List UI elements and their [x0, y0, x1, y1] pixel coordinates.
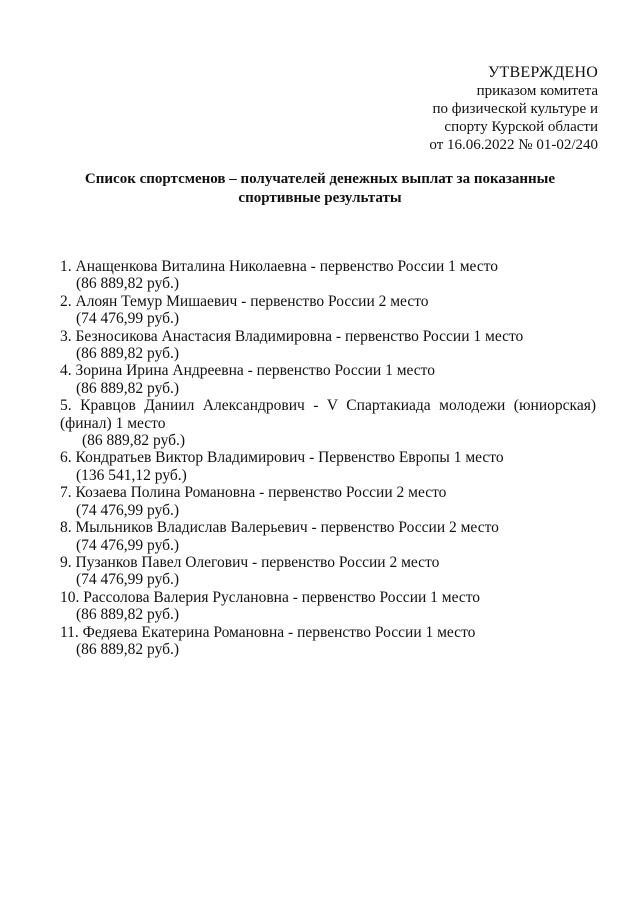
title-line: спортивные результаты: [238, 190, 402, 206]
athlete-entry: 4. Зорина Ирина Андреевна - первенство России 1 место: [60, 362, 435, 380]
list-item: [60, 519, 596, 554]
payment-amount: (86 889,82 руб.): [82, 432, 186, 450]
payment-amount: (74 476,99 руб.): [76, 501, 180, 519]
athlete-entry: 5. Кравцов Даниил Александрович - V Спартакиада молодежи (юниорская): [60, 397, 596, 415]
list-item: [60, 258, 596, 293]
list-item: [60, 589, 596, 624]
list-item: [60, 328, 596, 363]
list-item: [60, 293, 596, 328]
document-title: [0, 170, 640, 208]
athlete-entry: 6. Кондратьев Виктор Владимирович - Первенство Европы 1 место: [60, 449, 504, 467]
list-item: [60, 362, 596, 397]
athlete-entry: 3. Безносикова Анастасия Владимировна - первенство России 1 место: [60, 327, 524, 345]
list-item: [60, 397, 596, 449]
approval-line: спорту Курской области: [444, 119, 598, 135]
athlete-entry: 2. Алоян Темур Мишаевич - первенство России 2 место: [60, 292, 429, 310]
payment-amount: (74 476,99 руб.): [76, 310, 180, 328]
athlete-entry: 8. Мыльников Владислав Валерьевич - первенство России 2 место: [60, 519, 499, 537]
payment-amount: (86 889,82 руб.): [76, 345, 180, 363]
approval-date-number: от 16.06.2022 № 01-02/240: [429, 137, 598, 153]
athlete-entry: 7. Козаева Полина Романовна - первенство России 2 место: [60, 484, 447, 502]
athletes-list: [60, 258, 596, 658]
list-item: [60, 624, 596, 659]
athlete-entry: 9. Пузанков Павел Олегович - первенство России 2 место: [60, 553, 440, 571]
list-item: [60, 484, 596, 519]
approval-line: по физической культуре и: [432, 101, 598, 117]
list-item: [60, 554, 596, 589]
payment-amount: (86 889,82 руб.): [76, 379, 180, 397]
title-line: Список спортсменов – получателей денежных выплат за показанные: [84, 171, 556, 187]
payment-amount: (74 476,99 руб.): [76, 536, 180, 554]
approval-stamp: [429, 64, 598, 154]
athlete-entry: 11. Федяева Екатерина Романовна - первенство России 1 место: [60, 623, 476, 641]
list-item: [60, 449, 596, 484]
approval-line: приказом комитета: [476, 83, 598, 99]
payment-amount: (86 889,82 руб.): [76, 606, 180, 624]
payment-amount: (86 889,82 руб.): [76, 640, 180, 658]
approval-heading: УТВЕРЖДЕНО: [487, 64, 598, 81]
athlete-entry-continuation: (финал) 1 место: [60, 414, 166, 432]
payment-amount: (86 889,82 руб.): [76, 275, 180, 293]
payment-amount: (136 541,12 руб.): [76, 466, 187, 484]
athlete-entry: 1. Анащенкова Виталина Николаевна - первенство России 1 место: [60, 258, 499, 275]
athlete-entry: 10. Рассолова Валерия Руслановна - первенство России 1 место: [60, 588, 481, 606]
payment-amount: (74 476,99 руб.): [76, 571, 180, 589]
